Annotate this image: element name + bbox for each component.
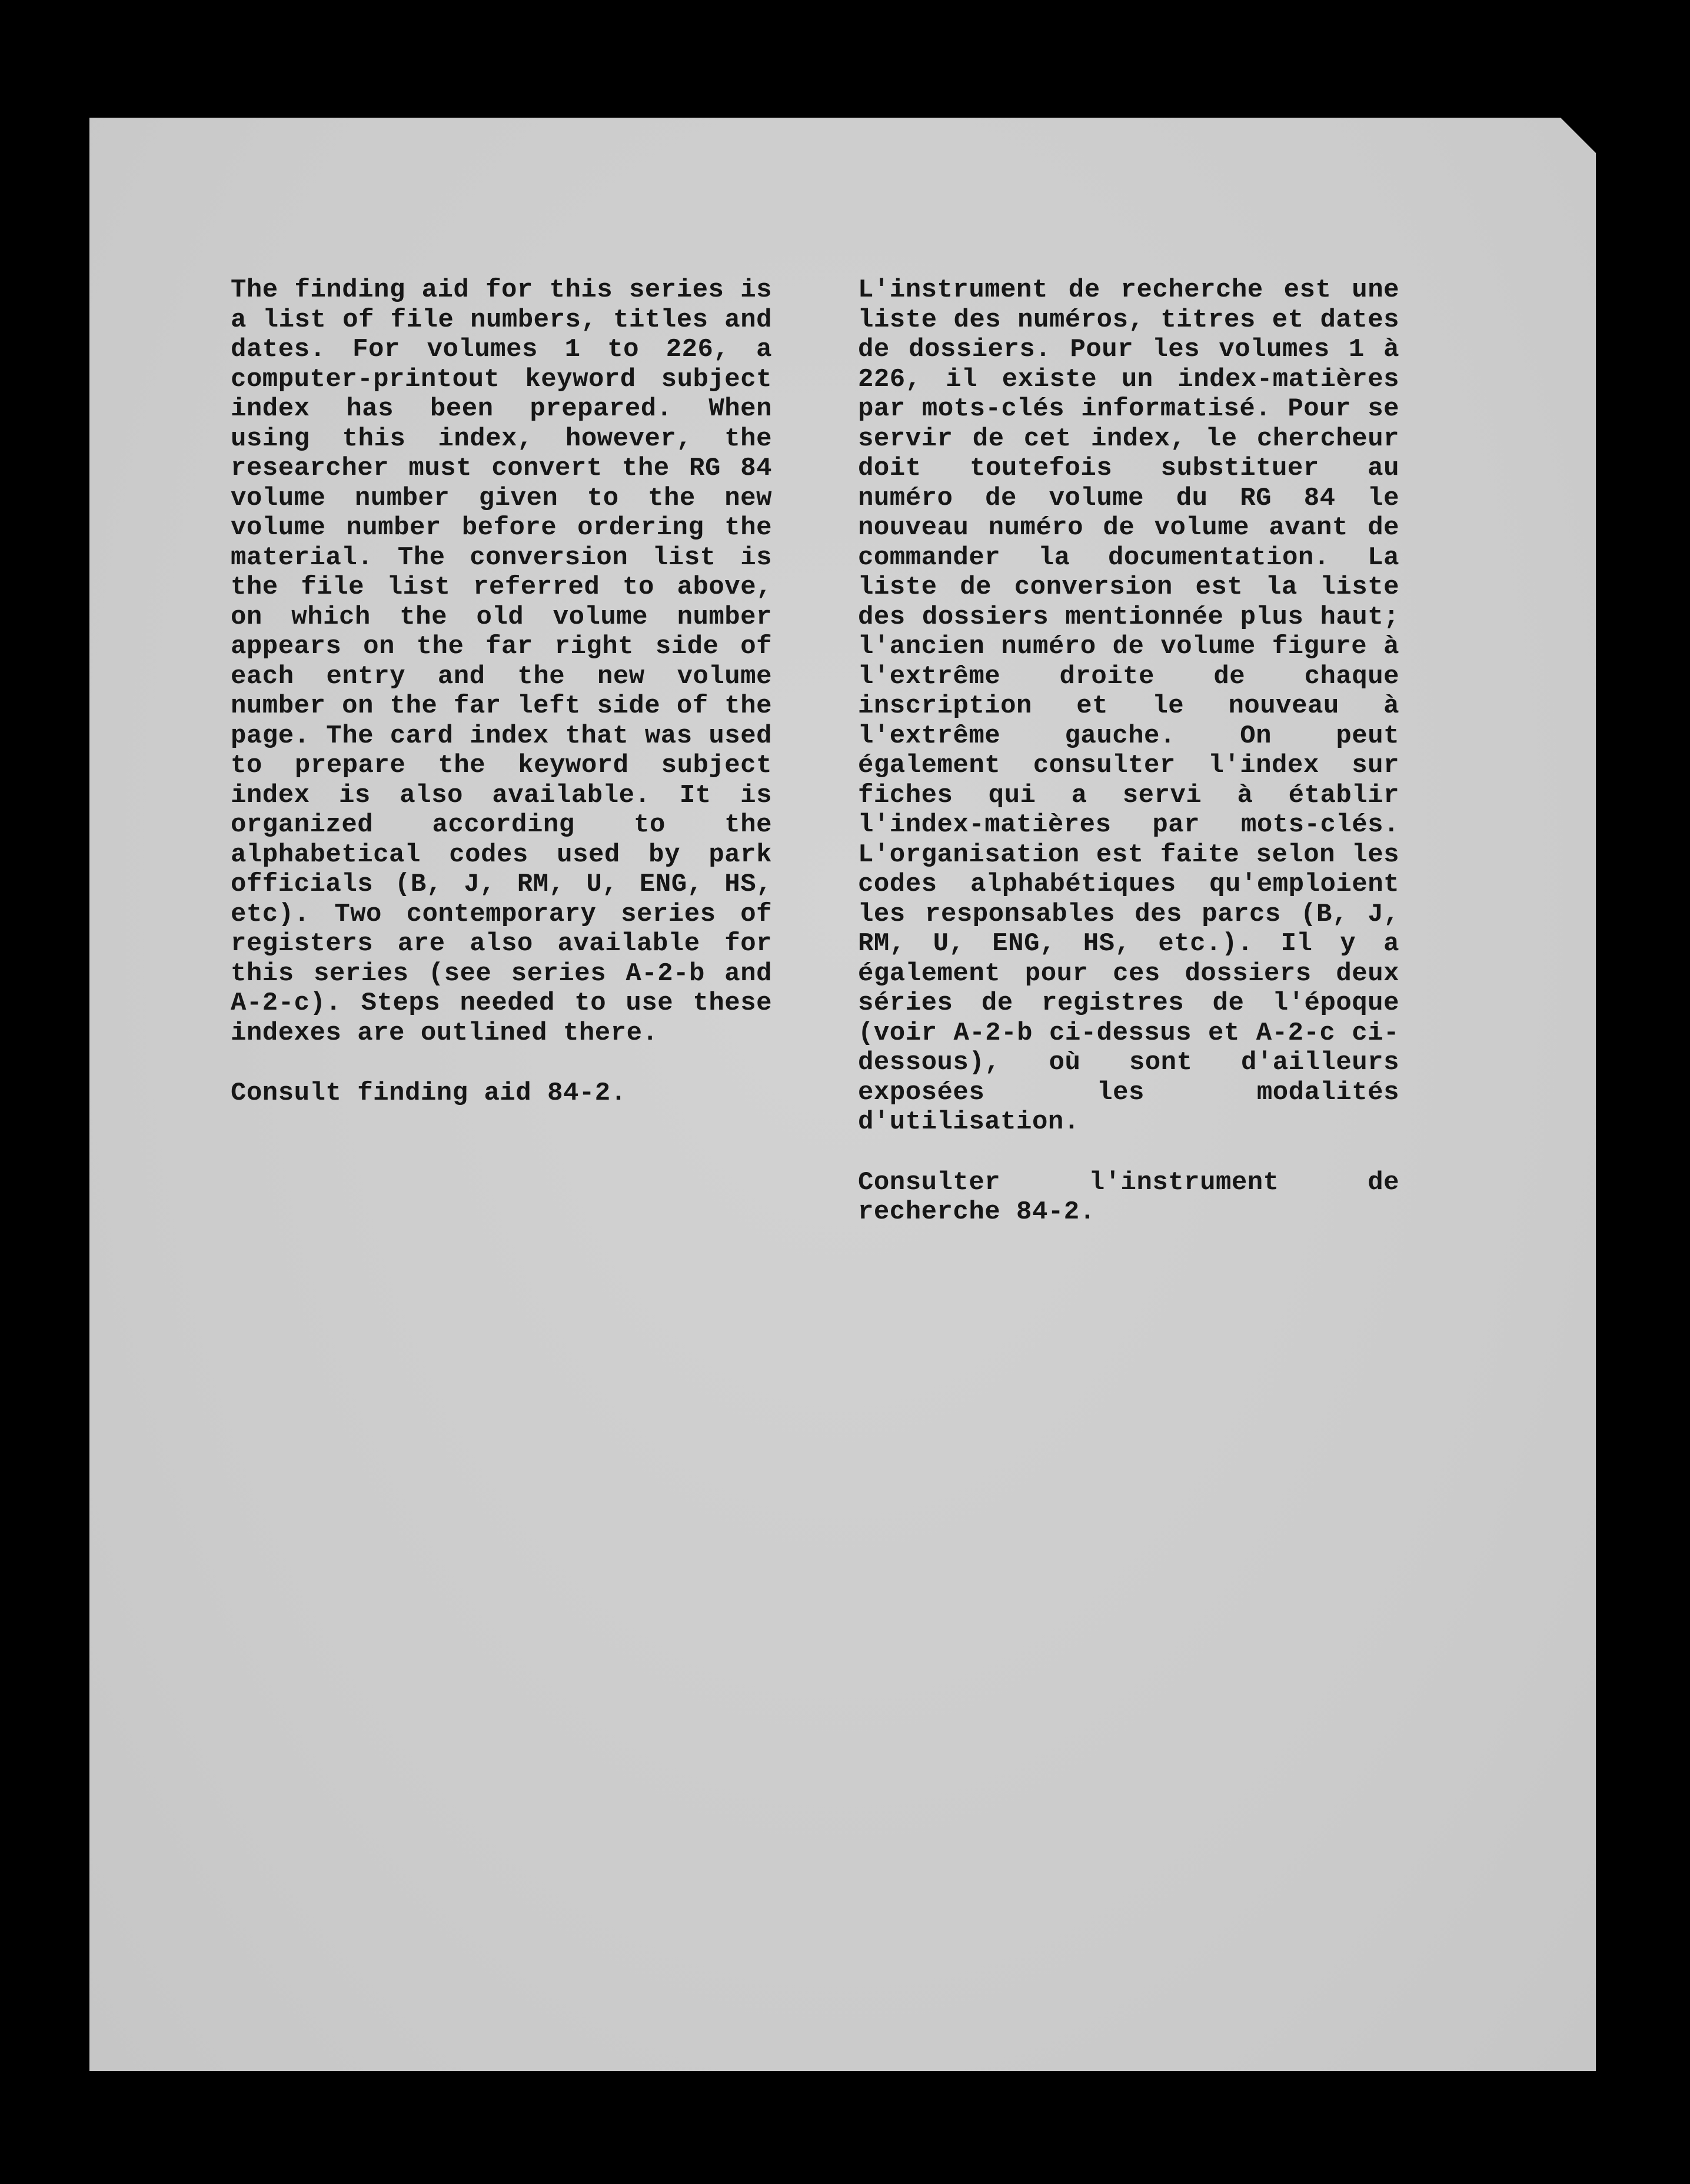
french-paragraph: L'instrument de recherche est une liste des numéros, titres et dates de dossiers. Pour les volumes 1 à 226, il existe un index-matières par mots-clés informatisé. Pour se servir de cet index, le chercheur doit toutefois substituer au numéro de volume du RG 84 le nouveau numéro de volume avant de commander la documentation. La liste de conversion est la liste des dossiers mentionnée plus haut; l'ancien numéro de volume figure à l'extrême droite de chaque inscription et le nouveau à l'extrême gauche. On peut également consulter l'index sur fiches qui a servi à établir l'index-matières par mots-clés. L'organisation est faite selon les codes alphabétiques qu'emploient les responsables des parcs (B, J, RM, U, ENG, HS, etc.). Il y a également pour ces dossiers deux séries de registres de l'époque (voir A-2-b ci-dessus et A-2-c ci-dessous), où sont d'ailleurs exposées les modalités d'utilisation.: [858, 275, 1399, 1137]
document-page: [89, 118, 1596, 2071]
english-paragraph: The finding aid for this series is a list of file numbers, titles and dates. For volumes 1 to 226, a computer-printout keyword subject index has been prepared. When using this index, however, the researcher must convert the RG 84 volume number given to the new volume number before ordering the material. The conversion list is the file list referred to above, on which the old volume number appears on the far right side of each entry and the new volume number on the far left side of the page. The card index that was used to prepare the keyword subject index is also available. It is organized according to the alphabetical codes used by park officials (B, J, RM, U, ENG, HS, etc). Two contemporary series of registers are also available for this series (see series A-2-b and A-2-c). Steps needed to use these indexes are outlined there.: [231, 275, 772, 1048]
french-column: [858, 275, 1399, 1227]
english-consult-line: Consult finding aid 84-2.: [231, 1078, 627, 1108]
english-column: [231, 275, 772, 1108]
page-corner-fold: [1561, 118, 1596, 153]
french-consult-line: Consulter l'instrument de recherche 84-2.: [858, 1167, 1399, 1227]
